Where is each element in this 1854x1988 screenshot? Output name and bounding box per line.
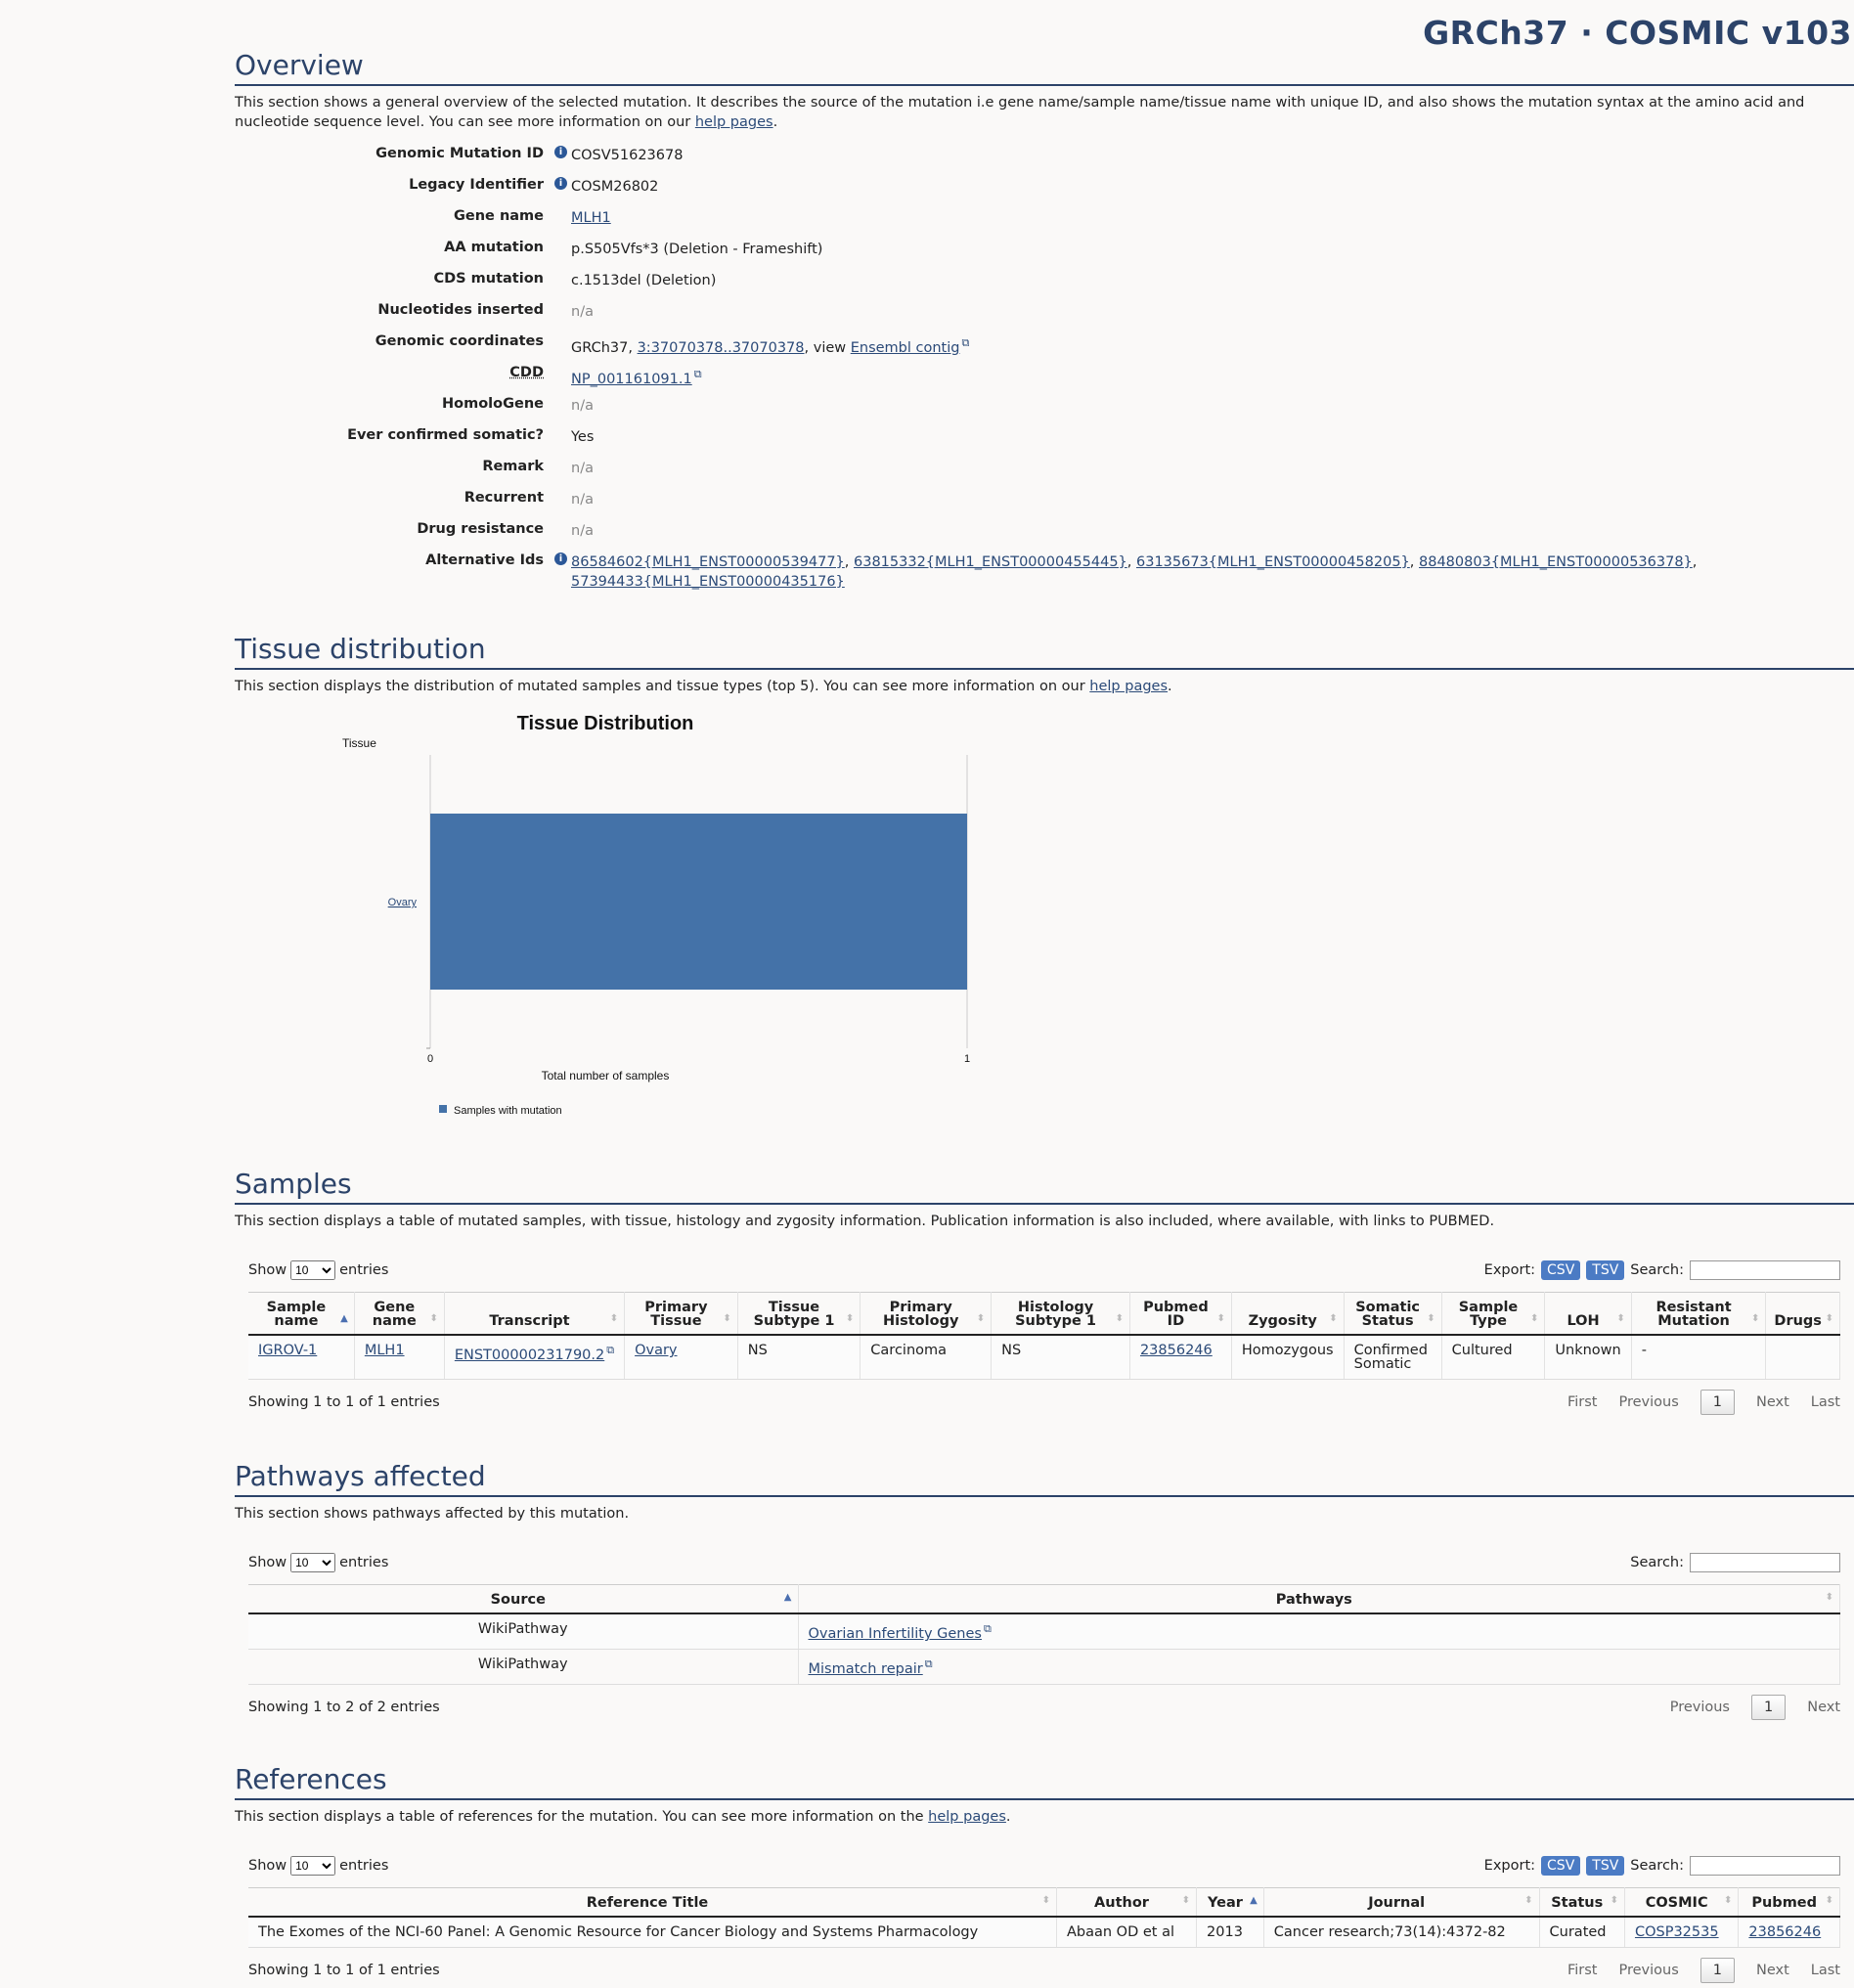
pathway-link[interactable]: Mismatch repair: [808, 1660, 923, 1677]
field-value: COSM26802: [571, 179, 659, 195]
field-genomic-coordinates: [235, 330, 1854, 361]
column-header-author[interactable]: Author ⬍: [1056, 1887, 1196, 1917]
field-remark: [235, 455, 1854, 486]
column-header-sample-type[interactable]: Sample Type ⬍: [1441, 1293, 1545, 1336]
field-label: CDD: [509, 365, 544, 380]
field-value: COSV51623678: [571, 148, 684, 163]
table-cell: Unknown: [1545, 1335, 1631, 1380]
field-value: p.S505Vfs*3 (Deletion - Frameshift): [571, 242, 823, 257]
overview-desc-text: This section shows a general overview of the selected mutation. It describes the source of the mutation i.e gene name/sample name/tissue name with unique ID, and also shows the mutation syntax at the amino acid and nucleotide sequence level. You can see more information on our: [235, 95, 1805, 130]
alternative-id-link[interactable]: 63815332{MLH1_ENST00000455445}: [854, 554, 1127, 570]
y-axis-label: Tissue: [342, 736, 376, 750]
column-header-status[interactable]: Status ⬍: [1539, 1887, 1624, 1917]
field-value: n/a: [571, 492, 594, 508]
page-1-button[interactable]: 1: [1751, 1695, 1786, 1720]
x-tick-label: 1: [963, 1053, 971, 1065]
column-header-transcript[interactable]: Transcript ⬍: [444, 1293, 624, 1336]
show-label: Show: [248, 1857, 287, 1874]
sort-icon: ⬍: [845, 1313, 855, 1324]
table-cell: Homozygous: [1231, 1335, 1344, 1380]
column-header-primary-tissue[interactable]: Primary Tissue ⬍: [625, 1293, 738, 1336]
sort-icon: ⬍: [429, 1313, 438, 1324]
sort-asc-icon: ▲: [340, 1313, 348, 1324]
references-help-link[interactable]: help pages: [928, 1808, 1006, 1825]
transcript-link[interactable]: ENST00000231790.2: [454, 1347, 605, 1363]
category-label-ovary[interactable]: Ovary: [387, 897, 417, 908]
field-label: HomoloGene: [442, 396, 544, 412]
page-length-select[interactable]: [290, 1260, 335, 1280]
table-cell: Abaan OD et al: [1056, 1917, 1196, 1948]
page-length-select[interactable]: [290, 1553, 335, 1572]
field-value: c.1513del (Deletion): [571, 273, 717, 288]
field-label: Remark: [482, 459, 544, 474]
sort-icon: ⬍: [1427, 1313, 1435, 1324]
column-header-pubmed[interactable]: Pubmed ⬍: [1739, 1887, 1840, 1917]
x-axis-label: Total number of samples: [541, 1069, 670, 1082]
field-label: Gene name: [454, 208, 544, 224]
pagination: [1567, 1390, 1840, 1415]
references-section: [235, 1763, 1854, 1985]
last-page-button[interactable]: Last: [1810, 1394, 1840, 1410]
overview-fields: [235, 142, 1854, 592]
sort-icon: ⬍: [1825, 1313, 1833, 1324]
export-label: Export:: [1483, 1857, 1536, 1874]
main-content: [235, 49, 1854, 1985]
sort-icon: ⬍: [1750, 1313, 1760, 1324]
pagination: [1670, 1695, 1840, 1720]
external-link-icon: ⧉: [606, 1344, 615, 1356]
field-gene-name: [235, 204, 1854, 236]
overview-description: This section shows a general overview of the selected mutation. It describes the source of the mutation i.e gene name/sample name/tissue name with unique ID, and also shows the mutation syntax at the amino acid and nucleotide sequence level. You can see more information on our help pages.: [235, 95, 1805, 130]
overview-help-link[interactable]: help pages: [694, 114, 773, 130]
page-length-control: [248, 1553, 388, 1572]
search-label: Search:: [1630, 1857, 1684, 1874]
page-length-control: [248, 1856, 388, 1876]
sort-asc-icon: ▲: [1250, 1894, 1258, 1906]
table-cell: The Exomes of the NCI-60 Panel: A Genomic Resource for Cancer Biology and Systems Pharmacology: [248, 1917, 1056, 1948]
table-info: Showing 1 to 1 of 1 entries: [248, 1394, 440, 1410]
column-header-sample-name[interactable]: Sample name ▲: [248, 1293, 354, 1336]
legend-label: Samples with mutation: [454, 1105, 562, 1117]
coordinates-link[interactable]: 3:37070378..37070378: [637, 339, 805, 356]
column-header-year[interactable]: Year ▲: [1197, 1887, 1264, 1917]
tissue-chart-svg: [235, 706, 1017, 1156]
field-cds-mutation: [235, 267, 1854, 298]
column-header-loh[interactable]: LOH ⬍: [1545, 1293, 1631, 1336]
tissue-chart: [235, 706, 1017, 1156]
table-cell: WikiPathway: [248, 1613, 798, 1649]
table-cell: Curated: [1539, 1917, 1624, 1948]
column-header-somatic-status[interactable]: Somatic Status ⬍: [1344, 1293, 1441, 1336]
field-label: Legacy Identifier: [409, 177, 544, 193]
alternative-id-link[interactable]: 57394433{MLH1_ENST00000435176}: [571, 574, 845, 590]
sort-icon: ⬍: [1610, 1894, 1618, 1906]
sort-icon: ⬍: [1041, 1894, 1050, 1906]
tissue-desc-text: This section displays the distribution of mutated samples and tissue types (top 5). You can see more information on our: [235, 679, 1085, 694]
column-header-cosmic[interactable]: COSMIC ⬍: [1624, 1887, 1738, 1917]
sort-icon: ⬍: [1825, 1592, 1833, 1603]
assembly-title: GRCh37 · COSMIC v103: [1423, 14, 1852, 52]
sort-icon: ⬍: [1524, 1894, 1533, 1906]
field-label: Nucleotides inserted: [377, 302, 544, 318]
export-label: Export:: [1483, 1262, 1536, 1278]
column-header-drugs[interactable]: Drugs ⬍: [1766, 1293, 1840, 1336]
table-cell: Cultured: [1441, 1335, 1545, 1380]
pubmed-link[interactable]: 23856246: [1748, 1923, 1822, 1940]
sort-icon: ⬍: [1530, 1313, 1539, 1324]
field-drug-resistance: [235, 517, 1854, 549]
legend-swatch: [439, 1105, 447, 1113]
alternative-id-link[interactable]: 88480803{MLH1_ENST00000536378}: [1419, 554, 1693, 570]
column-header-journal[interactable]: Journal ⬍: [1263, 1887, 1539, 1917]
sort-icon: ⬍: [1825, 1894, 1833, 1906]
x-tick-label: 0: [426, 1053, 434, 1065]
field-recurrent: [235, 486, 1854, 517]
sort-icon: ⬍: [1724, 1894, 1733, 1906]
field-ever-confirmed-somatic: [235, 423, 1854, 455]
field-alternative-ids: [235, 549, 1854, 592]
pathways-section: [235, 1460, 1854, 1722]
entries-label: entries: [339, 1555, 389, 1570]
field-value: n/a: [571, 523, 594, 539]
pathway-link[interactable]: Ovarian Infertility Genes: [808, 1625, 982, 1642]
gene-name-link[interactable]: MLH1: [571, 210, 611, 226]
field-label: CDS mutation: [433, 271, 544, 287]
info-icon[interactable]: i: [554, 177, 567, 190]
table-cell: NS: [992, 1335, 1130, 1380]
sort-icon: ⬍: [723, 1313, 731, 1324]
tsv-export-button[interactable]: TSV: [1586, 1856, 1624, 1876]
field-label: AA mutation: [444, 240, 544, 255]
sort-icon: ⬍: [609, 1313, 619, 1324]
tissue-section: [235, 633, 1854, 1156]
previous-page-button[interactable]: Previous: [1618, 1394, 1679, 1410]
sort-asc-icon: ▲: [783, 1592, 792, 1603]
cdd-link[interactable]: NP_001161091.1: [571, 371, 692, 387]
previous-page-button[interactable]: Previous: [1669, 1699, 1730, 1715]
table-cell: Cancer research;73(14):4372-82: [1263, 1917, 1539, 1948]
show-label: Show: [248, 1555, 287, 1570]
field-value: n/a: [571, 398, 594, 414]
cosmic-link[interactable]: COSP32535: [1634, 1923, 1719, 1940]
page-length-select[interactable]: [290, 1856, 335, 1876]
samples-heading: Samples: [235, 1168, 1854, 1205]
column-header-histology-subtype-1[interactable]: Histology Subtype 1 ⬍: [992, 1293, 1130, 1336]
sort-icon: ⬍: [976, 1313, 986, 1324]
field-label: Drug resistance: [417, 521, 544, 537]
table-cell: -: [1631, 1335, 1766, 1380]
primary-tissue-link[interactable]: Ovary: [635, 1343, 678, 1358]
next-page-button[interactable]: Next: [1807, 1699, 1840, 1715]
field-label: Genomic Mutation ID: [375, 146, 544, 161]
table-row: [248, 1335, 1840, 1380]
samples-table: [248, 1292, 1840, 1380]
column-header-resistant-mutation[interactable]: Resistant Mutation ⬍: [1631, 1293, 1766, 1336]
samples-description: This section displays a table of mutated samples, with tissue, histology and zygosity information. Publication information is also included, where available, with links to PUBMED.: [235, 1214, 1495, 1229]
gene-name-link[interactable]: MLH1: [364, 1343, 405, 1358]
references-desc-text: This section displays a table of references for the mutation. You can see more information on the: [235, 1808, 924, 1825]
sort-icon: ⬍: [1616, 1313, 1625, 1324]
entries-label: entries: [339, 1262, 389, 1278]
coord-mid: , view: [804, 339, 847, 356]
pathways-table-wrapper: [248, 1547, 1840, 1722]
column-header-zygosity[interactable]: Zygosity ⬍: [1231, 1293, 1344, 1336]
last-page-button[interactable]: Last: [1810, 1962, 1840, 1978]
samples-section: [235, 1168, 1854, 1417]
alternative-id-link[interactable]: 86584602{MLH1_ENST00000539477}: [571, 554, 845, 570]
bar-ovary: [430, 814, 967, 990]
entries-label: entries: [339, 1857, 389, 1874]
field-value: Yes: [571, 429, 595, 445]
field-label: Ever confirmed somatic?: [347, 427, 544, 443]
references-description: This section displays a table of references for the mutation. You can see more information on the help pages.: [235, 1808, 1011, 1825]
pathways-heading: Pathways affected: [235, 1460, 1854, 1497]
next-page-button[interactable]: Next: [1756, 1962, 1789, 1978]
field-label: Alternative Ids: [425, 552, 544, 568]
table-row: [248, 1917, 1840, 1948]
page-1-button[interactable]: 1: [1700, 1390, 1735, 1415]
page-length-control: [248, 1260, 388, 1280]
references-table: [248, 1887, 1840, 1948]
pathways-table: [248, 1584, 1840, 1685]
field-value: n/a: [571, 304, 594, 320]
field-homologene: [235, 392, 1854, 423]
table-info: Showing 1 to 1 of 1 entries: [248, 1962, 440, 1978]
table-cell: 2013: [1197, 1917, 1264, 1948]
field-value: n/a: [571, 461, 594, 476]
info-icon[interactable]: i: [554, 552, 567, 565]
column-header-tissue-subtype-1[interactable]: Tissue Subtype 1 ⬍: [737, 1293, 861, 1336]
column-header-source[interactable]: Source ▲: [248, 1585, 798, 1614]
column-header-pathways[interactable]: Pathways ⬍: [798, 1585, 1840, 1614]
sort-icon: ⬍: [1181, 1894, 1191, 1906]
references-table-wrapper: [248, 1850, 1840, 1985]
overview-section: [235, 49, 1854, 592]
column-header-reference-title[interactable]: Reference Title ⬍: [248, 1887, 1056, 1917]
pubmed-link[interactable]: 23856246: [1139, 1343, 1213, 1358]
sample-name-link[interactable]: IGROV-1: [258, 1343, 318, 1358]
next-page-button[interactable]: Next: [1756, 1394, 1789, 1410]
external-link-icon: ⧉: [693, 368, 702, 380]
field-genomic-mutation-id: [235, 142, 1854, 173]
field-legacy-identifier: [235, 173, 1854, 204]
alternative-id-link[interactable]: 63135673{MLH1_ENST00000458205}: [1136, 554, 1410, 570]
table-cell: Confirmed Somatic: [1344, 1335, 1441, 1380]
tissue-heading: Tissue distribution: [235, 633, 1854, 670]
table-cell: WikiPathway: [248, 1649, 798, 1684]
sort-icon: ⬍: [1115, 1313, 1124, 1324]
field-label: Genomic coordinates: [375, 333, 544, 349]
table-row: [248, 1649, 1840, 1684]
column-header-gene-name[interactable]: Gene name ⬍: [354, 1293, 444, 1336]
coord-prefix: GRCh37,: [571, 339, 633, 356]
external-link-icon: ⧉: [924, 1657, 933, 1670]
sort-icon: ⬍: [1216, 1313, 1225, 1324]
references-heading: References: [235, 1763, 1854, 1800]
tissue-description: This section displays the distribution of mutated samples and tissue types (top 5). You can see more information on our help pages.: [235, 679, 1172, 694]
references-search-input[interactable]: [1690, 1856, 1840, 1876]
table-row: [248, 1613, 1840, 1649]
overview-heading: Overview: [235, 49, 1854, 86]
field-nucleotides-inserted: [235, 298, 1854, 330]
field-aa-mutation: [235, 236, 1854, 267]
csv-export-button[interactable]: CSV: [1541, 1260, 1580, 1280]
chart-title: Tissue Distribution: [516, 713, 694, 734]
tissue-help-link[interactable]: help pages: [1089, 679, 1169, 694]
external-link-icon: ⧉: [961, 336, 970, 349]
field-label: Recurrent: [464, 490, 544, 506]
pathways-description: This section shows pathways affected by this mutation.: [235, 1506, 630, 1522]
alternative-ids-list: 86584602{MLH1_ENST00000539477}, 63815332{MLH1_ENST00000455445}, 63135673{MLH1_ENST00000458205}, 88480803{MLH1_ENST00000536378}, 57394433{MLH1_ENST00000435176}: [571, 554, 1698, 590]
csv-export-button[interactable]: CSV: [1541, 1856, 1580, 1876]
first-page-button[interactable]: First: [1567, 1394, 1598, 1410]
sort-icon: ⬍: [1329, 1313, 1338, 1324]
table-info: Showing 1 to 2 of 2 entries: [248, 1699, 440, 1715]
pagination: [1567, 1958, 1840, 1983]
page-1-button[interactable]: 1: [1700, 1958, 1735, 1983]
table-cell: NS: [737, 1335, 861, 1380]
show-label: Show: [248, 1262, 287, 1278]
column-header-pubmed-id[interactable]: Pubmed ID ⬍: [1129, 1293, 1231, 1336]
info-icon[interactable]: i: [554, 146, 567, 158]
ensembl-contig-link[interactable]: Ensembl contig: [850, 339, 960, 356]
column-header-primary-histology[interactable]: Primary Histology ⬍: [861, 1293, 992, 1336]
search-label: Search:: [1630, 1555, 1684, 1570]
external-link-icon: ⧉: [983, 1622, 992, 1635]
table-cell: [1766, 1335, 1840, 1380]
table-cell: Carcinoma: [861, 1335, 992, 1380]
first-page-button[interactable]: First: [1567, 1962, 1598, 1978]
samples-search-input[interactable]: [1690, 1260, 1840, 1280]
tsv-export-button[interactable]: TSV: [1586, 1260, 1624, 1280]
pathways-search-input[interactable]: [1690, 1553, 1840, 1572]
search-label: Search:: [1630, 1262, 1684, 1278]
previous-page-button[interactable]: Previous: [1618, 1962, 1679, 1978]
field-cdd: [235, 361, 1854, 392]
samples-table-wrapper: [248, 1255, 1840, 1417]
